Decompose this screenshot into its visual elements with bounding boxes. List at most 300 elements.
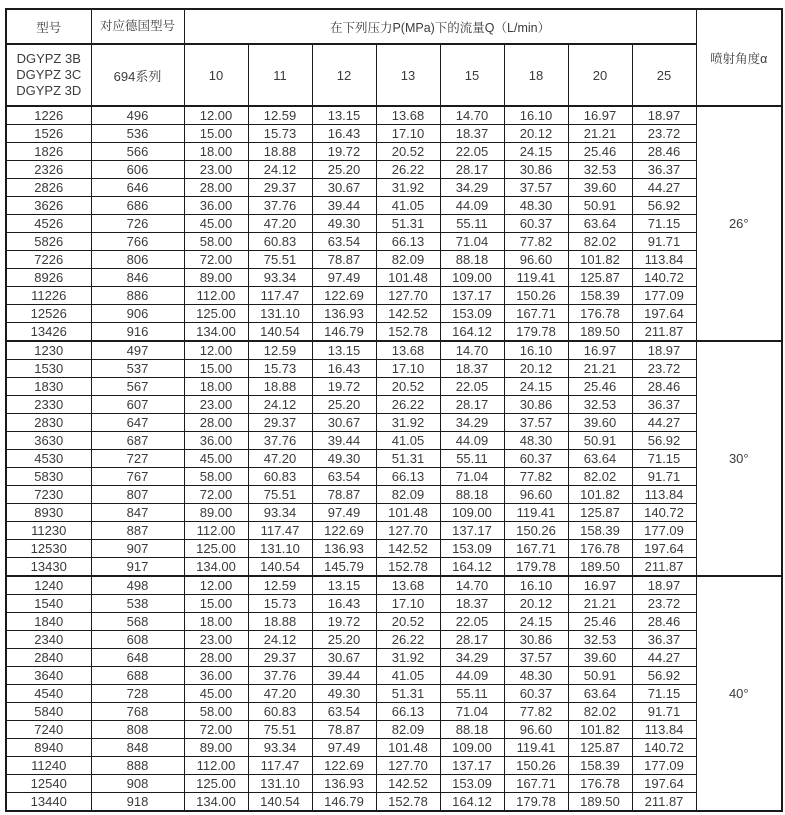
flow-value-cell: 72.00 [184,486,248,504]
flow-value-cell: 14.70 [440,576,504,595]
flow-value-cell: 16.43 [312,360,376,378]
flow-value-cell: 60.37 [504,450,568,468]
flow-value-cell: 101.48 [376,739,440,757]
flow-value-cell: 15.73 [248,360,312,378]
table-row [6,414,782,432]
flow-value-cell: 167.71 [504,540,568,558]
flow-value-cell: 117.47 [248,287,312,305]
flow-value-cell: 51.31 [376,450,440,468]
german-model-cell: 538 [91,595,184,613]
flow-value-cell: 140.72 [632,739,696,757]
flow-value-cell: 34.29 [440,649,504,667]
flow-value-cell: 13.68 [376,341,440,360]
flow-value-cell: 20.12 [504,595,568,613]
flow-value-cell: 131.10 [248,540,312,558]
flow-value-cell: 12.00 [184,106,248,125]
flow-value-cell: 28.17 [440,396,504,414]
spray-angle-cell: 30° [696,341,782,576]
model-cell: 1830 [6,378,91,396]
german-model-cell: 848 [91,739,184,757]
model-cell: 11226 [6,287,91,305]
flow-value-cell: 45.00 [184,215,248,233]
flow-value-cell: 32.53 [568,631,632,649]
flow-value-cell: 60.37 [504,215,568,233]
flow-value-cell: 36.37 [632,631,696,649]
german-model-column-header: 对应德国型号 [91,9,184,44]
flow-value-cell: 14.70 [440,341,504,360]
flow-value-cell: 16.10 [504,576,568,595]
flow-value-cell: 25.20 [312,161,376,179]
flow-value-cell: 15.73 [248,125,312,143]
flow-value-cell: 176.78 [568,775,632,793]
table-row [6,486,782,504]
table-row [6,143,782,161]
flow-value-cell: 31.92 [376,414,440,432]
flow-value-cell: 47.20 [248,450,312,468]
flow-value-cell: 91.71 [632,468,696,486]
flow-value-cell: 153.09 [440,775,504,793]
flow-value-cell: 26.22 [376,396,440,414]
flow-value-cell: 34.29 [440,414,504,432]
model-cell: 3626 [6,197,91,215]
flow-value-cell: 145.79 [312,558,376,577]
flow-value-cell: 97.49 [312,269,376,287]
flow-value-cell: 16.10 [504,341,568,360]
flow-value-cell: 122.69 [312,522,376,540]
table-row [6,775,782,793]
flow-value-cell: 136.93 [312,540,376,558]
flow-value-cell: 134.00 [184,558,248,577]
flow-value-cell: 60.83 [248,468,312,486]
german-model-cell: 768 [91,703,184,721]
flow-value-cell: 39.44 [312,197,376,215]
model-cell: 7240 [6,721,91,739]
flow-value-cell: 24.15 [504,613,568,631]
flow-value-cell: 15.00 [184,595,248,613]
flow-value-cell: 131.10 [248,305,312,323]
german-model-cell: 917 [91,558,184,577]
flow-value-cell: 113.84 [632,721,696,739]
flow-value-cell: 189.50 [568,558,632,577]
flow-value-cell: 122.69 [312,287,376,305]
flow-value-cell: 28.17 [440,631,504,649]
flow-value-cell: 134.00 [184,323,248,342]
flow-value-cell: 211.87 [632,793,696,812]
flow-value-cell: 55.11 [440,685,504,703]
flow-value-cell: 23.00 [184,396,248,414]
table-row [6,739,782,757]
german-model-cell: 648 [91,649,184,667]
flow-value-cell: 158.39 [568,522,632,540]
flow-value-cell: 75.51 [248,486,312,504]
flow-value-cell: 119.41 [504,739,568,757]
model-cell: 13426 [6,323,91,342]
flow-value-cell: 22.05 [440,613,504,631]
german-model-cell: 686 [91,197,184,215]
flow-value-cell: 41.05 [376,197,440,215]
flow-value-cell: 150.26 [504,757,568,775]
flow-value-cell: 30.67 [312,179,376,197]
flow-value-cell: 60.83 [248,233,312,251]
flow-value-cell: 48.30 [504,667,568,685]
german-model-cell: 497 [91,341,184,360]
flow-value-cell: 140.72 [632,504,696,522]
pressure-header: 18 [504,44,568,106]
flow-value-cell: 150.26 [504,522,568,540]
flow-value-cell: 97.49 [312,504,376,522]
table-row [6,360,782,378]
german-model-cell: 536 [91,125,184,143]
flow-value-cell: 30.86 [504,631,568,649]
pressure-header: 12 [312,44,376,106]
flow-value-cell: 109.00 [440,739,504,757]
flow-value-cell: 36.37 [632,396,696,414]
flow-value-cell: 127.70 [376,522,440,540]
model-series-cell [6,44,91,106]
german-series-cell: 694系列 [91,44,184,106]
flow-value-cell: 189.50 [568,323,632,342]
flow-value-cell: 23.72 [632,125,696,143]
flow-value-cell: 37.57 [504,179,568,197]
flow-value-cell: 51.31 [376,215,440,233]
flow-value-cell: 15.00 [184,360,248,378]
flow-value-cell: 13.68 [376,106,440,125]
flow-value-cell: 18.37 [440,360,504,378]
flow-value-cell: 50.91 [568,667,632,685]
flow-value-cell: 197.64 [632,540,696,558]
table-row [6,125,782,143]
german-model-cell: 908 [91,775,184,793]
flow-value-cell: 82.09 [376,486,440,504]
table-header [6,9,782,106]
table-row [6,522,782,540]
spray-angle-cell: 26° [696,106,782,341]
flow-value-cell: 28.00 [184,649,248,667]
flow-value-cell: 39.44 [312,667,376,685]
flow-value-cell: 140.54 [248,323,312,342]
flow-value-cell: 77.82 [504,233,568,251]
flow-value-cell: 18.00 [184,143,248,161]
german-model-cell: 807 [91,486,184,504]
flow-value-cell: 179.78 [504,323,568,342]
model-series-line: DGYPZ 3B [16,51,81,66]
german-model-cell: 566 [91,143,184,161]
flow-rate-table [5,8,783,812]
flow-value-cell: 44.09 [440,432,504,450]
flow-value-cell: 189.50 [568,793,632,812]
flow-value-cell: 37.76 [248,197,312,215]
table-row [6,233,782,251]
model-cell: 8930 [6,504,91,522]
flow-value-cell: 16.97 [568,576,632,595]
flow-value-cell: 71.04 [440,233,504,251]
flow-value-cell: 82.02 [568,468,632,486]
flow-value-cell: 17.10 [376,595,440,613]
flow-value-cell: 17.10 [376,360,440,378]
flow-rate-header: 在下列压力P(MPa)下的流量Q（L/min） [184,9,696,44]
flow-value-cell: 146.79 [312,323,376,342]
flow-value-cell: 71.15 [632,685,696,703]
flow-value-cell: 113.84 [632,486,696,504]
model-cell: 13440 [6,793,91,812]
flow-value-cell: 22.05 [440,378,504,396]
table-row [6,504,782,522]
flow-value-cell: 56.92 [632,197,696,215]
flow-value-cell: 37.57 [504,414,568,432]
german-model-cell: 687 [91,432,184,450]
flow-value-cell: 12.00 [184,341,248,360]
flow-value-cell: 37.57 [504,649,568,667]
flow-value-cell: 63.54 [312,468,376,486]
flow-value-cell: 63.54 [312,703,376,721]
flow-value-cell: 164.12 [440,793,504,812]
flow-value-cell: 58.00 [184,233,248,251]
flow-value-cell: 12.00 [184,576,248,595]
flow-value-cell: 101.48 [376,504,440,522]
flow-value-cell: 109.00 [440,504,504,522]
model-cell: 12540 [6,775,91,793]
flow-value-cell: 137.17 [440,522,504,540]
german-model-cell: 907 [91,540,184,558]
flow-value-cell: 30.86 [504,161,568,179]
pressure-header: 13 [376,44,440,106]
german-model-cell: 647 [91,414,184,432]
flow-value-cell: 78.87 [312,251,376,269]
model-cell: 2840 [6,649,91,667]
german-model-cell: 726 [91,215,184,233]
model-cell: 3640 [6,667,91,685]
flow-value-cell: 12.59 [248,106,312,125]
spray-angle-cell: 40° [696,576,782,811]
flow-value-cell: 88.18 [440,721,504,739]
flow-value-cell: 24.12 [248,396,312,414]
model-series-line: DGYPZ 3C [16,67,82,82]
german-model-cell: 608 [91,631,184,649]
german-model-cell: 886 [91,287,184,305]
flow-value-cell: 82.09 [376,721,440,739]
flow-value-cell: 63.64 [568,450,632,468]
flow-value-cell: 30.86 [504,396,568,414]
flow-value-cell: 127.70 [376,287,440,305]
flow-value-cell: 28.00 [184,414,248,432]
flow-value-cell: 75.51 [248,721,312,739]
model-cell: 2330 [6,396,91,414]
flow-value-cell: 32.53 [568,161,632,179]
flow-value-cell: 140.54 [248,793,312,812]
model-cell: 1526 [6,125,91,143]
flow-value-cell: 75.51 [248,251,312,269]
german-model-cell: 568 [91,613,184,631]
flow-value-cell: 18.00 [184,613,248,631]
flow-value-cell: 28.46 [632,378,696,396]
flow-value-cell: 82.02 [568,233,632,251]
flow-value-cell: 47.20 [248,215,312,233]
flow-value-cell: 158.39 [568,287,632,305]
model-cell: 4530 [6,450,91,468]
model-cell: 2326 [6,161,91,179]
flow-value-cell: 29.37 [248,414,312,432]
flow-value-cell: 93.34 [248,269,312,287]
flow-value-cell: 152.78 [376,558,440,577]
flow-value-cell: 18.97 [632,576,696,595]
flow-value-cell: 122.69 [312,757,376,775]
flow-value-cell: 24.15 [504,378,568,396]
table-row [6,179,782,197]
flow-value-cell: 78.87 [312,721,376,739]
flow-value-cell: 89.00 [184,269,248,287]
table-row [6,757,782,775]
flow-value-cell: 101.82 [568,721,632,739]
table-row [6,576,782,595]
flow-value-cell: 23.00 [184,631,248,649]
german-model-cell: 846 [91,269,184,287]
flow-value-cell: 28.46 [632,143,696,161]
flow-value-cell: 71.15 [632,450,696,468]
flow-value-cell: 31.92 [376,179,440,197]
table-row [6,721,782,739]
table-row [6,161,782,179]
flow-value-cell: 112.00 [184,757,248,775]
table-row [6,215,782,233]
german-model-cell: 847 [91,504,184,522]
flow-value-cell: 18.00 [184,378,248,396]
flow-value-cell: 66.13 [376,468,440,486]
flow-value-cell: 125.00 [184,775,248,793]
flow-value-cell: 44.27 [632,414,696,432]
flow-value-cell: 36.00 [184,197,248,215]
flow-value-cell: 58.00 [184,468,248,486]
model-cell: 11240 [6,757,91,775]
german-model-cell: 808 [91,721,184,739]
flow-value-cell: 45.00 [184,450,248,468]
german-model-cell: 767 [91,468,184,486]
table-row [6,793,782,812]
flow-value-cell: 51.31 [376,685,440,703]
flow-value-cell: 21.21 [568,360,632,378]
flow-value-cell: 82.09 [376,251,440,269]
flow-value-cell: 26.22 [376,161,440,179]
flow-value-cell: 20.52 [376,378,440,396]
flow-value-cell: 72.00 [184,251,248,269]
flow-value-cell: 28.46 [632,613,696,631]
flow-value-cell: 93.34 [248,504,312,522]
flow-value-cell: 48.30 [504,197,568,215]
flow-value-cell: 18.88 [248,378,312,396]
flow-value-cell: 146.79 [312,793,376,812]
flow-value-cell: 82.02 [568,703,632,721]
german-model-cell: 888 [91,757,184,775]
flow-value-cell: 31.92 [376,649,440,667]
flow-value-cell: 17.10 [376,125,440,143]
german-model-cell: 607 [91,396,184,414]
table-row [6,251,782,269]
flow-value-cell: 32.53 [568,396,632,414]
flow-value-cell: 20.52 [376,613,440,631]
flow-value-cell: 136.93 [312,305,376,323]
flow-value-cell: 136.93 [312,775,376,793]
flow-value-cell: 12.59 [248,341,312,360]
flow-value-cell: 44.27 [632,649,696,667]
flow-value-cell: 29.37 [248,179,312,197]
flow-value-cell: 77.82 [504,468,568,486]
flow-value-cell: 44.09 [440,667,504,685]
model-cell: 2830 [6,414,91,432]
table-row [6,595,782,613]
german-model-cell: 567 [91,378,184,396]
flow-value-cell: 50.91 [568,432,632,450]
flow-value-cell: 25.46 [568,378,632,396]
model-cell: 11230 [6,522,91,540]
flow-value-cell: 13.15 [312,576,376,595]
german-model-cell: 727 [91,450,184,468]
flow-value-cell: 134.00 [184,793,248,812]
flow-value-cell: 18.88 [248,613,312,631]
model-cell: 1540 [6,595,91,613]
model-cell: 1826 [6,143,91,161]
flow-value-cell: 152.78 [376,793,440,812]
flow-value-cell: 125.00 [184,540,248,558]
flow-value-cell: 39.60 [568,649,632,667]
flow-value-cell: 152.78 [376,323,440,342]
flow-value-cell: 101.82 [568,251,632,269]
model-cell: 8940 [6,739,91,757]
table-row [6,378,782,396]
flow-value-cell: 177.09 [632,757,696,775]
flow-value-cell: 29.37 [248,649,312,667]
flow-value-cell: 117.47 [248,757,312,775]
model-cell: 2340 [6,631,91,649]
table-row [6,649,782,667]
flow-value-cell: 14.70 [440,106,504,125]
model-cell: 1230 [6,341,91,360]
flow-value-cell: 41.05 [376,432,440,450]
flow-value-cell: 137.17 [440,757,504,775]
model-cell: 12530 [6,540,91,558]
flow-value-cell: 91.71 [632,703,696,721]
flow-value-cell: 12.59 [248,576,312,595]
flow-value-cell: 34.29 [440,179,504,197]
german-model-cell: 496 [91,106,184,125]
flow-value-cell: 125.87 [568,504,632,522]
flow-value-cell: 20.12 [504,125,568,143]
model-cell: 8926 [6,269,91,287]
table-body [6,106,782,811]
flow-value-cell: 96.60 [504,251,568,269]
flow-value-cell: 45.00 [184,685,248,703]
model-cell: 1226 [6,106,91,125]
model-cell: 1840 [6,613,91,631]
flow-value-cell: 66.13 [376,703,440,721]
pressure-header: 11 [248,44,312,106]
german-model-cell: 728 [91,685,184,703]
table-row [6,558,782,577]
flow-value-cell: 16.97 [568,106,632,125]
flow-value-cell: 39.44 [312,432,376,450]
flow-value-cell: 109.00 [440,269,504,287]
model-cell: 13430 [6,558,91,577]
flow-value-cell: 28.00 [184,179,248,197]
table-row [6,703,782,721]
flow-value-cell: 23.72 [632,360,696,378]
table-row [6,396,782,414]
flow-value-cell: 25.46 [568,143,632,161]
flow-value-cell: 25.20 [312,631,376,649]
flow-value-cell: 88.18 [440,251,504,269]
flow-value-cell: 44.27 [632,179,696,197]
flow-value-cell: 91.71 [632,233,696,251]
flow-value-cell: 101.48 [376,269,440,287]
flow-value-cell: 113.84 [632,251,696,269]
